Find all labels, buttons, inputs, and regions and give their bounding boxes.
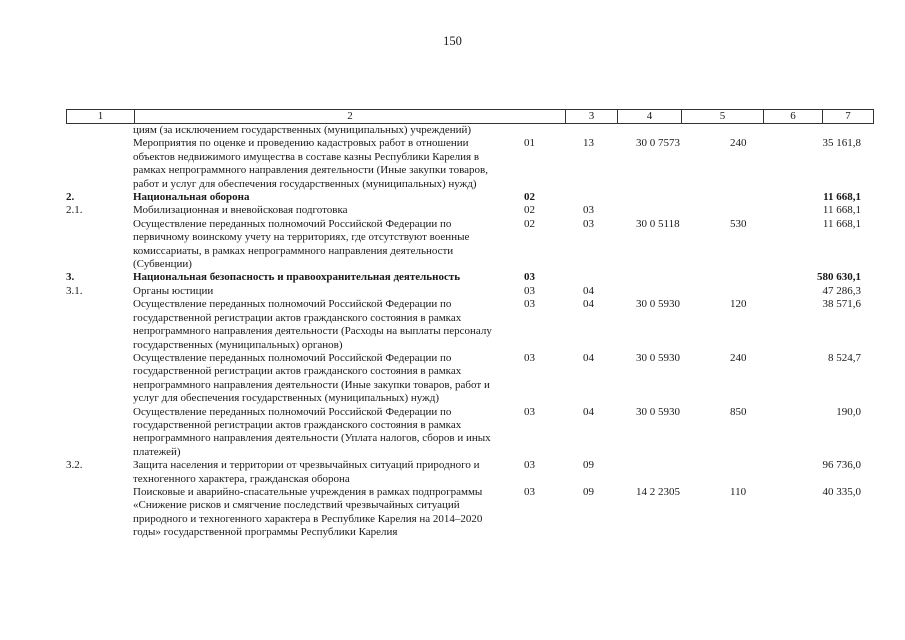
row-section-code: 02 (524, 204, 535, 217)
row-amount: 580 630,1 (817, 271, 861, 284)
table-row (0, 218, 905, 272)
row-number: 3. (66, 271, 75, 284)
row-subsection-code: 09 (583, 459, 594, 472)
row-expense-type: 110 (730, 485, 747, 498)
row-section-code: 03 (524, 351, 535, 364)
row-expense-type: 850 (730, 405, 747, 418)
table-row (0, 406, 905, 460)
row-amount: 190,0 (836, 405, 861, 418)
row-subsection-code: 09 (583, 485, 594, 498)
table-row (0, 271, 905, 284)
row-target-code: 30 0 7573 (636, 137, 680, 150)
row-subsection-code: 03 (583, 217, 594, 230)
row-amount: 11 668,1 (823, 191, 861, 204)
header-col-4: 4 (618, 110, 682, 123)
row-text: Органы юстиции (133, 284, 214, 297)
row-number: 2. (66, 191, 75, 204)
row-subsection-code: 04 (583, 405, 594, 418)
row-target-code: 30 0 5930 (636, 405, 680, 418)
header-col-3: 3 (566, 110, 618, 123)
row-amount: 11 668,1 (822, 217, 861, 230)
row-text: Мероприятия по оценке и проведению кадастровых работ в отношении объектов недвижимого имущества в составе казны Республики Карелия в рамках непрограммного направления деятельности (Иные закупки товаров, работ и услуг для обеспечения государственных (муниципальных) нужд) (133, 137, 488, 190)
row-number: 2.1. (66, 204, 83, 217)
row-section-code: 03 (524, 405, 535, 418)
row-target-code: 14 2 2305 (636, 485, 680, 498)
row-section-code: 02 (524, 217, 535, 230)
row-subsection-code: 03 (583, 204, 594, 217)
table-row (0, 352, 905, 406)
row-target-code: 30 0 5118 (636, 217, 680, 230)
row-target-code: 30 0 5930 (636, 351, 680, 364)
row-text: Поисковые и аварийно-спасательные учреждения в рамках подпрограммы «Снижение рисков и смягчение последствий чрезвычайных ситуаций природного и техногенного характера в Республике Карелия на 2014–2020 годы» государственной программы Республики Карелия (133, 485, 483, 539)
header-col-5: 5 (682, 110, 764, 123)
row-section-code: 03 (524, 485, 535, 498)
table-body (0, 124, 905, 540)
row-number: 3.2. (66, 459, 83, 472)
row-amount: 40 335,0 (822, 485, 861, 498)
row-text: Защита населения и территории от чрезвычайных ситуаций природного и техногенного характера, гражданская оборона (133, 459, 480, 485)
table-row (0, 285, 905, 298)
row-section-code: 03 (524, 271, 535, 284)
table-row (0, 191, 905, 204)
table-row (0, 459, 905, 486)
row-expense-type: 240 (730, 351, 747, 364)
row-section-code: 03 (524, 298, 535, 311)
row-section-code: 02 (524, 191, 535, 204)
row-text: Национальная безопасность и правоохранительная деятельность (133, 271, 461, 284)
row-subsection-code: 04 (583, 351, 594, 364)
row-amount: 96 736,0 (822, 459, 861, 472)
row-text: Осуществление переданных полномочий Российской Федерации по первичному воинскому учету на территориях, где отсутствуют военные комиссариаты, в рамках непрограммного направления деятельности (Субвенции) (133, 217, 470, 271)
row-expense-type: 240 (730, 137, 747, 150)
row-subsection-code: 04 (583, 284, 594, 297)
header-col-2: 2 (135, 110, 566, 123)
row-subsection-code: 13 (583, 137, 594, 150)
row-section-code: 01 (524, 137, 535, 150)
row-number: 3.1. (66, 284, 83, 297)
table-row (0, 204, 905, 217)
page-number: 150 (443, 34, 462, 48)
row-amount: 11 668,1 (822, 204, 861, 217)
row-amount: 35 161,8 (822, 137, 861, 150)
row-amount: 47 286,3 (822, 284, 861, 297)
row-text: Осуществление переданных полномочий Российской Федерации по государственной регистрации актов гражданского состояния в рамках непрограммного направления деятельности (Уплата налогов, сборов и иных платежей) (133, 405, 491, 458)
row-text: Национальная оборона (133, 191, 250, 204)
header-col-7: 7 (845, 110, 851, 122)
row-text: Осуществление переданных полномочий Российской Федерации по государственной регистрации актов гражданского состояния в рамках непрограммного направления деятельности (Расходы на выплаты персоналу государственных (муниципальных) органов) (133, 298, 492, 351)
table-row (0, 486, 905, 540)
row-text: Мобилизационная и вневойсковая подготовка (133, 204, 348, 217)
header-col-1: 1 (67, 110, 135, 123)
row-section-code: 03 (524, 284, 535, 297)
table-header-row (66, 109, 874, 124)
row-subsection-code: 04 (583, 298, 594, 311)
table-row (0, 124, 905, 137)
row-amount: 38 571,6 (822, 298, 861, 311)
row-text: Осуществление переданных полномочий Российской Федерации по государственной регистрации актов гражданского состояния в рамках непрограммного направления деятельности (Иные закупки товаров, работ и услуг для обеспечения государственных (муниципальных) нужд) (133, 351, 490, 405)
row-section-code: 03 (524, 459, 535, 472)
row-expense-type: 530 (730, 217, 747, 230)
row-amount: 8 524,7 (828, 351, 861, 364)
table-row (0, 298, 905, 352)
table-row (0, 137, 905, 191)
header-col-6: 6 (764, 110, 823, 123)
row-text: циям (за исключением государственных (муниципальных) учреждений) (133, 124, 472, 136)
row-expense-type: 120 (730, 298, 747, 311)
row-target-code: 30 0 5930 (636, 298, 680, 311)
